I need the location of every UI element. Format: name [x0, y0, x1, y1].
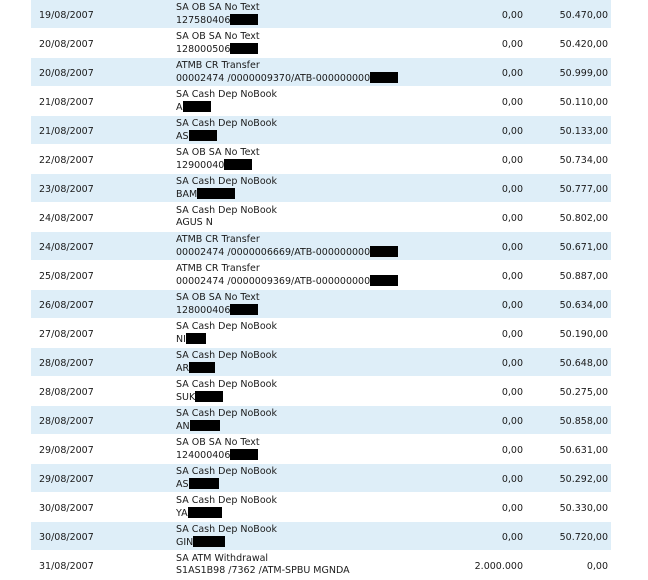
credit-amount: 50.777,00: [559, 184, 608, 195]
table-row: [31, 174, 611, 203]
redaction-box: [224, 159, 252, 170]
transaction-date: 19/08/2007: [39, 10, 94, 21]
description-line1: SA Cash Dep NoBook: [176, 466, 277, 477]
credit-amount: 50.110,00: [559, 97, 608, 108]
debit-amount: 0,00: [501, 39, 523, 50]
table-row: [31, 145, 611, 174]
redaction-box: [230, 43, 258, 54]
table-row: [31, 261, 611, 290]
transaction-description: [176, 176, 277, 200]
description-line2: 12900040: [176, 159, 225, 171]
description-line1: ATMB CR Transfer: [176, 60, 260, 71]
transaction-date: 24/08/2007: [39, 242, 94, 253]
transaction-description: [176, 524, 277, 548]
transaction-date: 20/08/2007: [39, 68, 94, 79]
description-line1: ATMB CR Transfer: [176, 263, 260, 274]
description-line2: 00002474 /0000009370/ATB-000000000: [176, 72, 371, 84]
table-row: [31, 29, 611, 58]
table-row: [31, 493, 611, 522]
transaction-description: [176, 234, 398, 258]
transaction-date: 28/08/2007: [39, 358, 94, 369]
table-row: [31, 435, 611, 464]
description-line2: AGUS N: [176, 216, 213, 228]
description-line1: SA Cash Dep NoBook: [176, 408, 277, 419]
table-row: [31, 406, 611, 435]
transaction-description: [176, 147, 260, 171]
transaction-date: 30/08/2007: [39, 503, 94, 514]
transaction-description: [176, 379, 277, 403]
credit-amount: 50.671,00: [559, 242, 608, 253]
transaction-date: 27/08/2007: [39, 329, 94, 340]
debit-amount: 0,00: [501, 300, 523, 311]
description-line1: SA Cash Dep NoBook: [176, 379, 277, 390]
transaction-table: [31, 0, 611, 580]
description-line2: 128000406: [176, 304, 231, 316]
transaction-description: [176, 263, 398, 287]
description-line1: SA OB SA No Text: [176, 31, 260, 42]
description-line2: NI: [176, 333, 186, 345]
table-row: [31, 203, 611, 232]
debit-amount: 0,00: [501, 416, 523, 427]
credit-amount: 50.420,00: [559, 39, 608, 50]
transaction-description: [176, 495, 277, 519]
credit-amount: 50.133,00: [559, 126, 608, 137]
credit-amount: 50.275,00: [559, 387, 608, 398]
description-line1: SA Cash Dep NoBook: [176, 524, 277, 535]
description-line2: 00002474 /0000006669/ATB-000000000: [176, 246, 371, 258]
debit-amount: 0,00: [501, 213, 523, 224]
transaction-description: [176, 321, 277, 345]
redaction-box: [189, 478, 219, 489]
credit-amount: 50.634,00: [559, 300, 608, 311]
description-line2: SUK: [176, 391, 196, 403]
transaction-date: 31/08/2007: [39, 561, 94, 572]
transaction-description: [176, 408, 277, 432]
transaction-description: [176, 553, 350, 576]
debit-amount: 0,00: [501, 97, 523, 108]
table-row: [31, 464, 611, 493]
transaction-date: 21/08/2007: [39, 126, 94, 137]
transaction-date: 29/08/2007: [39, 445, 94, 456]
table-row: [31, 0, 611, 29]
table-row: [31, 87, 611, 116]
description-line2: 127580406: [176, 14, 231, 26]
description-line2: AR: [176, 362, 190, 374]
transaction-date: 23/08/2007: [39, 184, 94, 195]
credit-amount: 50.720,00: [559, 532, 608, 543]
debit-amount: 0,00: [501, 358, 523, 369]
transaction-date: 29/08/2007: [39, 474, 94, 485]
transaction-date: 22/08/2007: [39, 155, 94, 166]
transaction-date: 28/08/2007: [39, 387, 94, 398]
debit-amount: 0,00: [501, 445, 523, 456]
credit-amount: 50.292,00: [559, 474, 608, 485]
transaction-description: [176, 118, 277, 142]
table-row: [31, 116, 611, 145]
transaction-description: [176, 292, 260, 316]
description-line2: S1AS1B98 /7362 /ATM-SPBU MGNDA: [176, 564, 350, 576]
transaction-description: [176, 350, 277, 374]
transaction-description: [176, 466, 277, 490]
redaction-box: [370, 275, 398, 286]
transaction-description: [176, 31, 260, 55]
redaction-box: [230, 14, 258, 25]
debit-amount: 0,00: [501, 387, 523, 398]
debit-amount: 0,00: [501, 532, 523, 543]
transaction-date: 24/08/2007: [39, 213, 94, 224]
table-row: [31, 377, 611, 406]
debit-amount: 2.000.000: [474, 561, 523, 572]
redaction-box: [370, 72, 398, 83]
table-row: [31, 551, 611, 580]
description-line2: BAM: [176, 188, 198, 200]
description-line1: SA Cash Dep NoBook: [176, 350, 277, 361]
transaction-date: 28/08/2007: [39, 416, 94, 427]
description-line1: SA OB SA No Text: [176, 147, 260, 158]
credit-amount: 50.190,00: [559, 329, 608, 340]
description-line1: SA Cash Dep NoBook: [176, 118, 277, 129]
redaction-box: [197, 188, 235, 199]
redaction-box: [195, 391, 223, 402]
debit-amount: 0,00: [501, 503, 523, 514]
redaction-box: [230, 449, 258, 460]
description-line2: AS: [176, 478, 189, 490]
transaction-date: 26/08/2007: [39, 300, 94, 311]
redaction-box: [189, 362, 215, 373]
description-line1: SA Cash Dep NoBook: [176, 89, 277, 100]
description-line1: SA ATM Withdrawal: [176, 553, 269, 564]
redaction-box: [188, 507, 222, 518]
transaction-date: 30/08/2007: [39, 532, 94, 543]
description-line1: SA Cash Dep NoBook: [176, 205, 277, 216]
transaction-description: [176, 205, 277, 228]
credit-amount: 50.858,00: [559, 416, 608, 427]
debit-amount: 0,00: [501, 242, 523, 253]
redaction-box: [193, 536, 225, 547]
redaction-box: [370, 246, 398, 257]
transaction-description: [176, 437, 260, 461]
credit-amount: 50.631,00: [559, 445, 608, 456]
description-line1: ATMB CR Transfer: [176, 234, 260, 245]
credit-amount: 50.330,00: [559, 503, 608, 514]
description-line2: AN: [176, 420, 190, 432]
table-row: [31, 522, 611, 551]
transaction-description: [176, 2, 260, 26]
debit-amount: 0,00: [501, 10, 523, 21]
transaction-description: [176, 89, 277, 113]
debit-amount: 0,00: [501, 184, 523, 195]
description-line1: SA OB SA No Text: [176, 292, 260, 303]
table-row: [31, 319, 611, 348]
description-line2: GIN: [176, 536, 194, 548]
credit-amount: 50.999,00: [559, 68, 608, 79]
description-line2: 124000406: [176, 449, 231, 461]
redaction-box: [186, 333, 206, 344]
debit-amount: 0,00: [501, 329, 523, 340]
description-line1: SA Cash Dep NoBook: [176, 495, 277, 506]
credit-amount: 50.734,00: [559, 155, 608, 166]
description-line2: 128000506: [176, 43, 231, 55]
description-line2: AS: [176, 130, 189, 142]
debit-amount: 0,00: [501, 271, 523, 282]
credit-amount: 0,00: [586, 561, 608, 572]
description-line1: SA OB SA No Text: [176, 2, 260, 13]
debit-amount: 0,00: [501, 155, 523, 166]
description-line1: SA Cash Dep NoBook: [176, 321, 277, 332]
transaction-date: 20/08/2007: [39, 39, 94, 50]
table-row: [31, 58, 611, 87]
description-line2: YA: [176, 507, 188, 519]
description-line1: SA Cash Dep NoBook: [176, 176, 277, 187]
table-row: [31, 290, 611, 319]
table-row: [31, 232, 611, 261]
description-line2: A: [176, 101, 183, 113]
table-row: [31, 348, 611, 377]
credit-amount: 50.470,00: [559, 10, 608, 21]
redaction-box: [183, 101, 211, 112]
description-line2: 00002474 /0000009369/ATB-000000000: [176, 275, 371, 287]
transaction-date: 25/08/2007: [39, 271, 94, 282]
debit-amount: 0,00: [501, 474, 523, 485]
credit-amount: 50.802,00: [559, 213, 608, 224]
redaction-box: [189, 130, 217, 141]
credit-amount: 50.648,00: [559, 358, 608, 369]
credit-amount: 50.887,00: [559, 271, 608, 282]
transaction-date: 21/08/2007: [39, 97, 94, 108]
debit-amount: 0,00: [501, 68, 523, 79]
redaction-box: [230, 304, 258, 315]
debit-amount: 0,00: [501, 126, 523, 137]
description-line1: SA OB SA No Text: [176, 437, 260, 448]
redaction-box: [190, 420, 220, 431]
transaction-description: [176, 60, 398, 84]
